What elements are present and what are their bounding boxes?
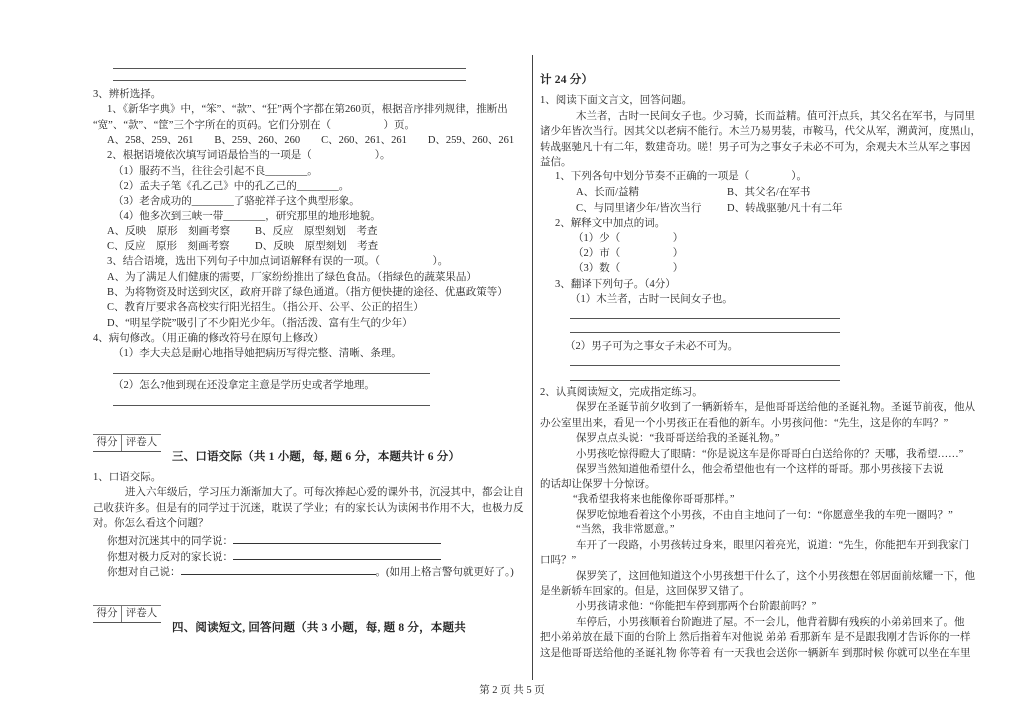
classical-q1-option-b: B、其父名/在军书 bbox=[727, 187, 811, 198]
story-line: 车开了一段路，小男孩转过身来，眼里闪着亮光，说道：“先生，你能把车开到我家门 bbox=[576, 540, 970, 551]
classical-passage-line: 木兰者，古时一民间女子也。少习骑，长而益精。值可汗点兵，其父名在军书，与同里 bbox=[576, 111, 975, 122]
oral-prompt bbox=[107, 533, 441, 548]
answer-line bbox=[570, 380, 840, 381]
revise-item: （1）李大夫总是耐心地指导她把病历写得完整、清晰、条理。 bbox=[113, 348, 402, 359]
oral-prompt-label: 你想对自己说： bbox=[107, 567, 181, 578]
answer-line bbox=[113, 405, 430, 406]
select-q2-item: （3）老舍成功的________了骆驼祥子这个典型形象。 bbox=[113, 196, 360, 207]
oral-prompt-suffix: 。(如用上格言警句就更好了。) bbox=[375, 567, 514, 578]
story-line: “我希望我将来也能像你哥哥那样。” bbox=[573, 494, 735, 505]
answer-line bbox=[570, 365, 840, 366]
select-q2-item: （1）服药不当，往往会引起不良________。 bbox=[113, 166, 318, 177]
story-line: 保罗当然知道他希望什么，他会希望他也有一个这样的哥哥。那小男孩接下去说 bbox=[576, 464, 944, 475]
answer-line bbox=[570, 332, 840, 333]
select-q3-option-d: D、“明星学院”吸引了不少阳光少年。（指活泼、富有生气的少年） bbox=[107, 318, 413, 329]
oral-prompt-label: 你想对极力反对的家长说： bbox=[107, 552, 233, 563]
answer-line bbox=[113, 68, 466, 69]
select-q3-option-a: A、为了满足人们健康的需要，厂家纷纷推出了绿色食品。（指绿色的蔬菜果品） bbox=[107, 272, 477, 283]
oral-passage-line: 己收获许多。但是有的同学过于沉迷，耽误了学业；有的家长认为读闲书作用不大，也极力反 bbox=[93, 503, 524, 514]
oral-passage-line: 进入六年级后，学习压力渐渐加大了。可每次捧起心爱的课外书，沉浸其中，都会让自 bbox=[125, 487, 524, 498]
story-line: 口吗？” bbox=[540, 555, 577, 566]
oral-prompt-label: 你想对沉迷其中的同学说： bbox=[107, 536, 233, 547]
grader-label: 评卷人 bbox=[125, 437, 158, 448]
select-q3-stem: 3、结合语境，选出下列句子中加点词语解释有误的一项。（ ）。 bbox=[107, 256, 449, 267]
column-divider bbox=[532, 55, 533, 680]
select-q2-item: （4）他多次到三峡一带________，研究那里的地形地貌。 bbox=[113, 211, 381, 222]
oral-passage-line: 对。你怎么看这个问题？ bbox=[93, 518, 209, 529]
classical-q1-option-a: A、长而/益精 bbox=[576, 187, 639, 198]
revise-heading: 4、病句修改。（用正确的修改符号在原句上修改） bbox=[93, 333, 324, 344]
oral-title: 1、口语交际。 bbox=[93, 472, 162, 483]
classical-passage-line: 益信。 bbox=[540, 157, 572, 168]
score-box bbox=[93, 605, 161, 623]
classical-q2-item: （3）数（ ） bbox=[573, 263, 684, 274]
page-number: 第 2 页 共 5 页 bbox=[479, 685, 545, 696]
story-line: 保罗在圣诞节前夕收到了一辆新轿车，是他哥哥送给他的圣诞礼物。圣诞节前夜，他从 bbox=[576, 402, 975, 413]
classical-passage-line: 诸少年皆次当行。因其父以老病不能行。木兰乃易男装，市鞍马，代父从军，溯黄河，度黑山， bbox=[540, 126, 981, 137]
select-q2-option-d: D、反映 原型刻划 考查 bbox=[255, 241, 379, 252]
reading-section-heading: 四、阅读短文, 回答问题（共 3 小题，每, 题 8 分，本题共 bbox=[172, 622, 466, 634]
classical-q2-item: （2）市（ ） bbox=[573, 248, 684, 259]
select-q1-options: A、258、259、261 B、259、260、260 C、260、261、261 D、259、260、261 bbox=[107, 135, 515, 146]
select-q3-option-c: C、教育厅要求各高校实行阳光招生。（指公开、公平、公正的招生） bbox=[107, 302, 424, 313]
classical-passage-line: 转战驱驰凡十有二年，数建奇功。嗟！男子可为之事女子未必不可为，余观夫木兰从军之事因 bbox=[540, 142, 971, 153]
story-title: 2、认真阅读短文，完成指定练习。 bbox=[540, 387, 703, 398]
select-q2-option-a: A、反映 原形 刻画考察 bbox=[107, 226, 231, 237]
answer-line bbox=[570, 318, 840, 319]
story-line: 保罗笑了，这回他知道这个小男孩想干什么了，这个小男孩想在邻居面前炫耀一下，他 bbox=[576, 571, 975, 582]
story-line: 保罗吃惊地看着这个小男孩，不由自主地问了一句：“你愿意坐我的车兜一圈吗？” bbox=[576, 510, 953, 521]
story-line: “当然，我非常愿意。” bbox=[576, 524, 675, 535]
answer-line bbox=[113, 373, 430, 374]
oral-prompt bbox=[107, 549, 441, 564]
select-q2-option-b: B、反应 原型刻划 考查 bbox=[255, 226, 378, 237]
select-q2-item: （2）孟夫子笔《孔乙己》中的孔乙己的________。 bbox=[113, 181, 350, 192]
story-line: 小男孩请求他：“你能把车停到那两个台阶跟前吗？” bbox=[576, 601, 817, 612]
story-line: 这是他哥哥送给他的圣诞礼物 你等着 有一天我也会送你一辆新车 到那时候 你就可以坐在车里 bbox=[540, 648, 971, 659]
classical-q1-option-d: D、转战驱驰/凡十有二年 bbox=[727, 203, 843, 214]
classical-q1-option-c: C、与同里诸少年/皆次当行 bbox=[576, 203, 702, 214]
story-line: 是坐新轿车回家的。但是，这回保罗又错了。 bbox=[540, 586, 750, 597]
story-line: 把小弟弟放在最下面的台阶上 然后指着车对他说 弟弟 看那新车 是不是跟我刚才告诉你的一样 bbox=[540, 632, 971, 643]
score-label: 得分 bbox=[93, 606, 122, 622]
classical-q2-stem: 2、解释文中加点的词。 bbox=[555, 218, 666, 229]
score-label: 得分 bbox=[93, 435, 122, 451]
score-box bbox=[93, 434, 161, 452]
select-q1-line: 1、《新华字典》中，“笨”、“款”、“狂”两个字都在第260页，根据音序排列规律，推断出 bbox=[107, 104, 508, 115]
story-line: 车停后，小男孩顺着台阶跑进了屋。不一会儿，他背着脚有残疾的小弟弟回来了。他 bbox=[576, 617, 965, 628]
classical-q3-item: （1）木兰者，古时一民间女子也。 bbox=[570, 294, 733, 305]
classical-q3-stem: 3、翻译下列句子。（4分） bbox=[555, 279, 676, 290]
select-q2-option-c: C、反应 原形 刻画考察 bbox=[107, 241, 230, 252]
oral-section-heading: 三、口语交际（共 1 小题，每, 题 6 分，本题共计 6 分） bbox=[172, 451, 461, 463]
grader-label: 评卷人 bbox=[125, 608, 158, 619]
story-line: 办公室里出来，看见一个小男孩正在看他的新车。小男孩问他：“先生，这是你的车吗？” bbox=[540, 418, 949, 429]
select-q1-line: “宽”、“款”、“筐”三个字所在的页码。它们分别在（ ）页。 bbox=[93, 120, 415, 131]
select-q3-option-b: B、为将物资及时送到灾区，政府开辟了绿色通道。（指方便快捷的途径、优惠政策等） bbox=[107, 287, 508, 298]
classical-q2-item: （1）少（ ） bbox=[573, 233, 684, 244]
answer-blank bbox=[233, 549, 441, 560]
story-line: 小男孩吃惊得瞪大了眼睛：“你是说这车是你哥哥白白送给你的？天哪，我希望……” bbox=[576, 449, 964, 460]
answer-blank bbox=[233, 533, 441, 544]
revise-item: （2）怎么?他到现在还没拿定主意是学历史或者学地理。 bbox=[113, 380, 375, 391]
classical-q3-item: （2）男子可为之事女子未必不可为。 bbox=[565, 341, 739, 352]
select-heading: 3、辨析选择。 bbox=[93, 89, 162, 100]
story-line: 保罗点点头说：“我哥哥送给我的圣诞礼物。” bbox=[576, 433, 780, 444]
classical-title: 1、阅读下面文言文，回答问题。 bbox=[540, 95, 693, 106]
oral-prompt bbox=[107, 564, 514, 579]
answer-line bbox=[113, 80, 466, 81]
reading-section-heading-cont: 计 24 分） bbox=[540, 74, 594, 86]
classical-q1-stem: 1、下列各句中划分节奏不正确的一项是（ ）。 bbox=[555, 171, 807, 182]
story-line: 的话却让保罗十分惊讶。 bbox=[540, 479, 656, 490]
select-q2-stem: 2、根据语境依次填写词语最恰当的一项是（ ）。 bbox=[107, 150, 391, 161]
answer-blank bbox=[181, 564, 376, 575]
